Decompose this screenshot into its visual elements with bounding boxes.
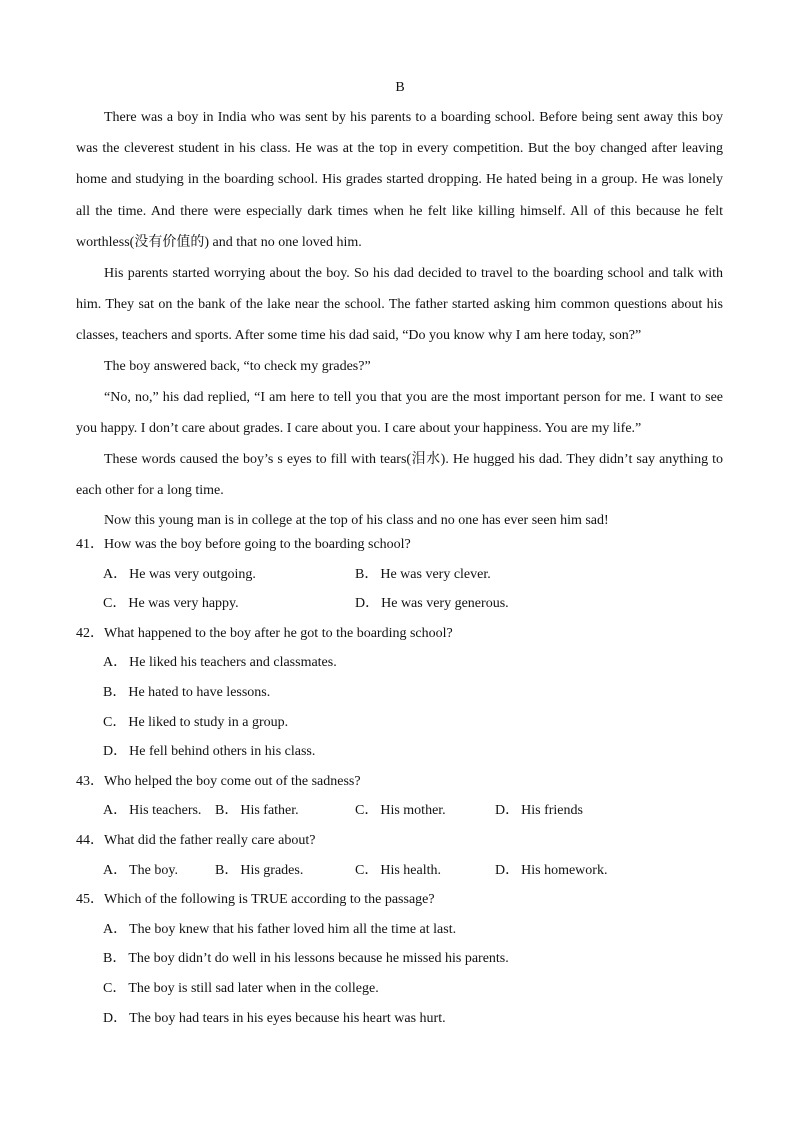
option-letter: B． bbox=[355, 566, 379, 582]
option-text: His mother. bbox=[380, 803, 446, 819]
option-b[interactable] bbox=[215, 856, 303, 886]
option-text: He liked to study in a group. bbox=[128, 714, 289, 730]
option-a[interactable] bbox=[76, 655, 337, 670]
question-text: Which of the following is TRUE according to the passage? bbox=[104, 892, 435, 908]
option-letter: D． bbox=[495, 803, 520, 819]
option-d[interactable] bbox=[76, 744, 315, 759]
option-d[interactable] bbox=[355, 589, 509, 619]
passage-paragraph-5: These words caused the boy’s s eyes to fill with tears(泪水). He hugged his dad. They didn’t say anything to each other for a long time. bbox=[76, 452, 723, 499]
option-text: His friends bbox=[521, 803, 583, 819]
option-c[interactable] bbox=[355, 856, 441, 886]
question-stem bbox=[76, 767, 723, 797]
option-c[interactable] bbox=[355, 796, 446, 826]
option-a[interactable] bbox=[103, 796, 201, 826]
question-44 bbox=[76, 826, 723, 885]
question-text: How was the boy before going to the boarding school? bbox=[104, 537, 411, 552]
option-row bbox=[76, 915, 723, 945]
option-text: His homework. bbox=[521, 862, 608, 878]
question-stem bbox=[76, 619, 723, 649]
question-stem bbox=[76, 885, 723, 915]
option-text: He hated to have lessons. bbox=[128, 684, 271, 700]
option-letter: C． bbox=[103, 714, 127, 730]
option-c[interactable] bbox=[76, 981, 379, 996]
option-b[interactable] bbox=[215, 796, 299, 826]
option-letter: B． bbox=[215, 803, 239, 819]
option-row bbox=[76, 974, 723, 1004]
option-letter: B． bbox=[103, 684, 127, 700]
option-a[interactable] bbox=[103, 856, 178, 886]
option-row bbox=[76, 648, 723, 678]
option-letter: B． bbox=[215, 862, 239, 878]
option-text: His health. bbox=[380, 862, 441, 878]
question-text: What did the father really care about? bbox=[104, 832, 316, 848]
option-b[interactable] bbox=[76, 951, 509, 966]
question-number: 42． bbox=[76, 625, 104, 641]
question-text: Who helped the boy come out of the sadness? bbox=[104, 773, 361, 789]
option-letter: C． bbox=[103, 980, 127, 996]
option-text: He was very generous. bbox=[381, 596, 509, 612]
option-row bbox=[76, 708, 723, 738]
option-row bbox=[76, 678, 723, 708]
option-letter: A． bbox=[103, 921, 128, 937]
passage-paragraph-1: There was a boy in India who was sent by his parents to a boarding school. Before being sent away this boy was the cleverest student in his class. He was at the top in every competition. But the boy changed after leaving home and studying in the boarding school. His grades started dropping. He hated being in a group. He was lonely all the time. And there were especially dark times when he felt like killing himself. All of this because he felt worthless(没有价值的) and that no one loved him. bbox=[76, 110, 723, 250]
question-stem bbox=[76, 826, 723, 856]
option-b[interactable] bbox=[355, 560, 491, 590]
passage-paragraph-2: His parents started worrying about the boy. So his dad decided to travel to the boarding school and talk with him. They sat on the bank of the lake near the school. The father started asking him common questions about his classes, teachers and sports. After some time his dad said, “Do you know why I am here today, son?” bbox=[76, 266, 723, 344]
option-d[interactable] bbox=[495, 856, 607, 886]
question-45 bbox=[76, 885, 723, 1033]
option-letter: A． bbox=[103, 655, 128, 671]
option-row bbox=[76, 737, 723, 767]
option-b[interactable] bbox=[76, 685, 270, 700]
option-letter: C． bbox=[355, 862, 379, 878]
option-row bbox=[76, 796, 723, 826]
question-number: 45． bbox=[76, 892, 104, 908]
question-list bbox=[76, 530, 723, 1033]
question-text: What happened to the boy after he got to the boarding school? bbox=[104, 625, 453, 641]
option-text: The boy had tears in his eyes because his heart was hurt. bbox=[129, 1010, 446, 1026]
option-letter: A． bbox=[103, 862, 128, 878]
option-row bbox=[76, 1004, 723, 1034]
option-letter: D． bbox=[355, 596, 380, 612]
option-text: He liked his teachers and classmates. bbox=[129, 655, 337, 671]
question-number: 41． bbox=[76, 537, 104, 552]
option-row bbox=[76, 560, 723, 590]
option-text: His grades. bbox=[240, 862, 304, 878]
option-text: He was very clever. bbox=[380, 566, 491, 582]
option-text: The boy. bbox=[129, 862, 178, 878]
option-a[interactable] bbox=[76, 922, 456, 937]
question-number: 43． bbox=[76, 773, 104, 789]
option-text: The boy didn’t do well in his lessons because he missed his parents. bbox=[128, 951, 509, 967]
section-title: B bbox=[395, 80, 405, 95]
option-letter: D． bbox=[103, 744, 128, 760]
option-text: He was very happy. bbox=[128, 596, 239, 612]
question-41 bbox=[76, 530, 723, 619]
option-c[interactable] bbox=[103, 589, 239, 619]
option-letter: D． bbox=[103, 1010, 128, 1026]
passage-paragraph-3: The boy answered back, “to check my grades?” bbox=[104, 358, 371, 374]
option-letter: A． bbox=[103, 803, 128, 819]
option-text: He was very outgoing. bbox=[129, 566, 256, 582]
option-c[interactable] bbox=[76, 715, 288, 730]
passage-paragraph-6: Now this young man is in college at the top of his class and no one has ever seen him sad! bbox=[104, 513, 609, 529]
option-text: He fell behind others in his class. bbox=[129, 744, 316, 760]
passage-paragraph-4: “No, no,” his dad replied, “I am here to tell you that you are the most important person for me. I want to see you happy. I don’t care about grades. I care about you. I care about your happiness. You are my life.” bbox=[76, 389, 723, 436]
option-row bbox=[76, 589, 723, 619]
option-a[interactable] bbox=[103, 560, 256, 590]
option-letter: D． bbox=[495, 862, 520, 878]
question-42 bbox=[76, 619, 723, 767]
option-d[interactable] bbox=[76, 1011, 446, 1026]
question-43 bbox=[76, 767, 723, 826]
option-letter: B． bbox=[103, 951, 127, 967]
option-letter: C． bbox=[355, 803, 379, 819]
option-text: His teachers. bbox=[129, 803, 202, 819]
option-row bbox=[76, 944, 723, 974]
option-text: The boy knew that his father loved him all the time at last. bbox=[129, 921, 457, 937]
option-text: The boy is still sad later when in the college. bbox=[128, 980, 379, 996]
option-text: His father. bbox=[240, 803, 299, 819]
reading-passage bbox=[76, 102, 723, 536]
option-d[interactable] bbox=[495, 796, 583, 826]
option-letter: A． bbox=[103, 566, 128, 582]
option-row bbox=[76, 856, 723, 886]
option-letter: C． bbox=[103, 596, 127, 612]
question-stem bbox=[76, 530, 723, 560]
question-number: 44． bbox=[76, 832, 104, 848]
